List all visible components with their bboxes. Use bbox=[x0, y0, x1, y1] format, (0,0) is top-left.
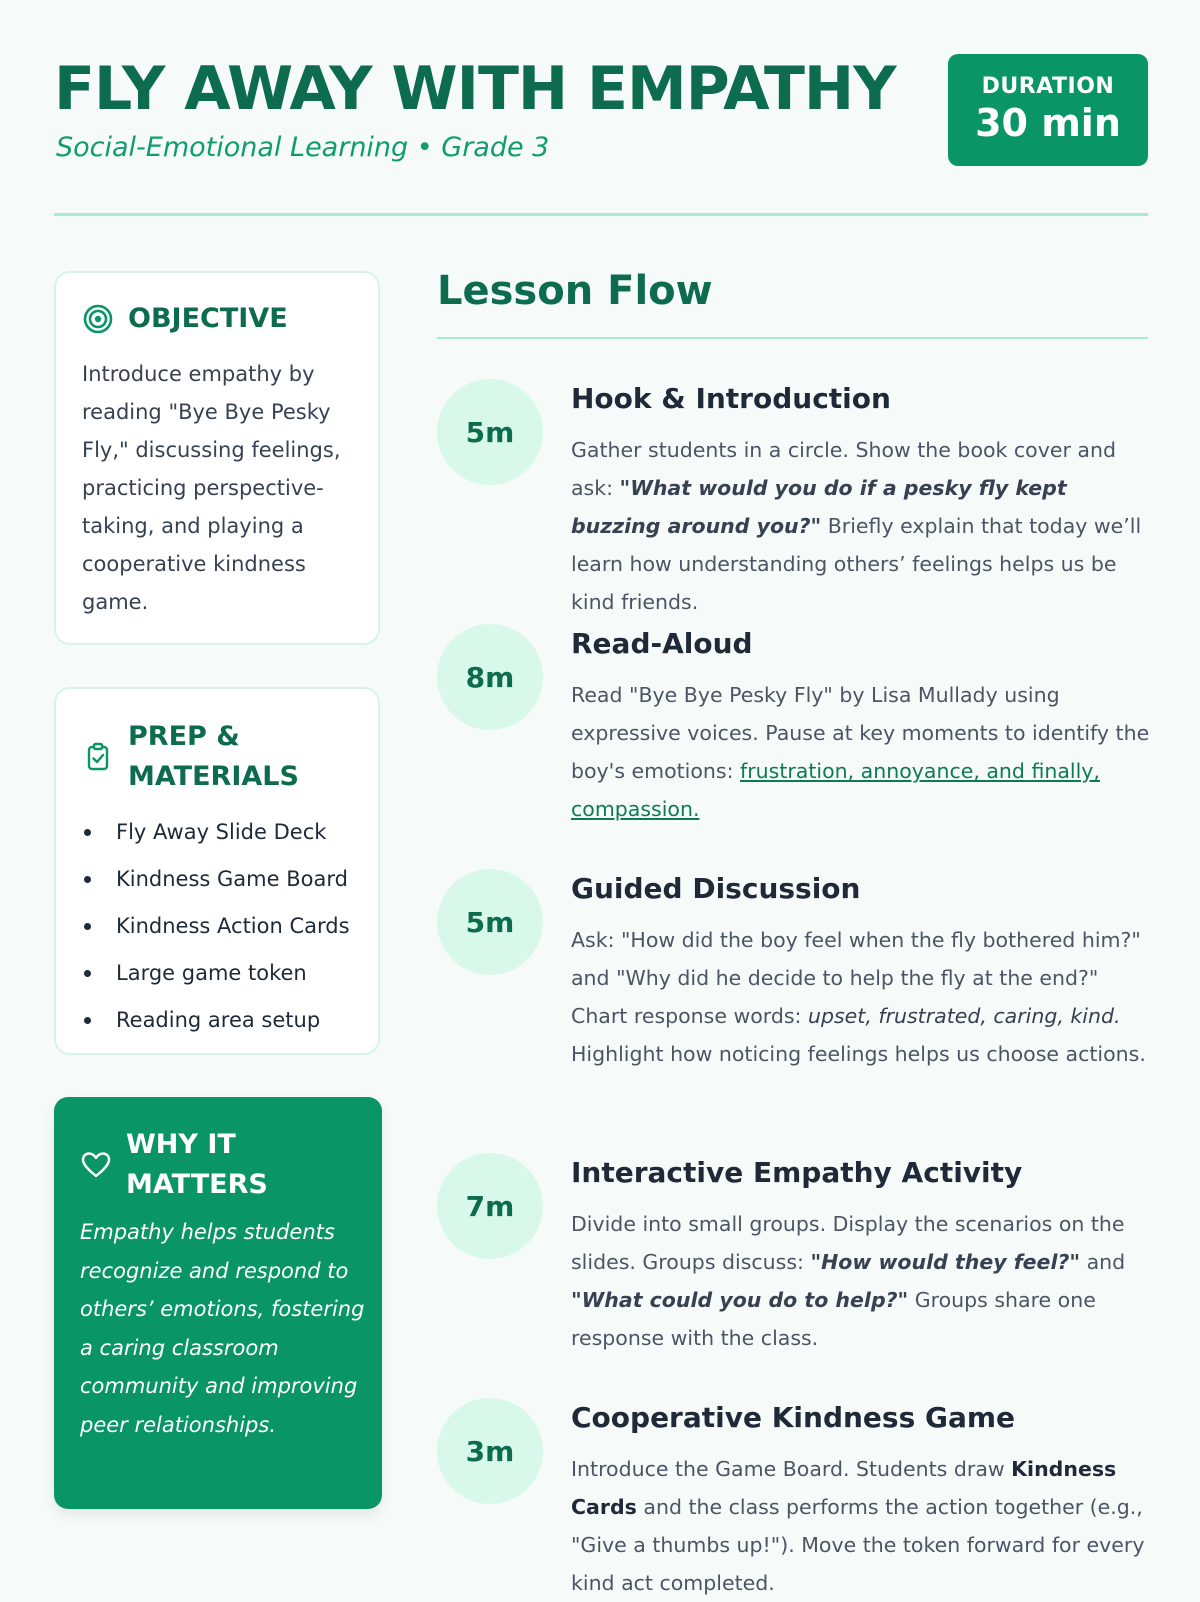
kindness-cards-term: Kindness Cards bbox=[571, 1457, 1117, 1519]
step-text-part: Read "Bye Bye Pesky Fly" by Lisa Mullady using expressive voices. Pause at key moments to identify the boy's emotions: bbox=[571, 683, 1150, 783]
clipboard-check-icon bbox=[82, 741, 114, 773]
step-title: Read-Aloud bbox=[571, 627, 753, 660]
step-text-part: Groups share one response with the class. bbox=[571, 1288, 1096, 1350]
materials-list bbox=[82, 809, 372, 1044]
step-text-part: Ask: "How did the boy feel when the fly bothered him?" and "Why did he decide to help the fly at the end?" Chart response words: bbox=[571, 928, 1141, 1028]
step-time-badge: 5m bbox=[437, 379, 543, 485]
step-text-part: Briefly explain that today we’ll learn how understanding others’ feelings helps us be kind friends. bbox=[571, 514, 1142, 614]
page-title: FLY AWAY WITH EMPATHY bbox=[54, 54, 896, 124]
objective-text: Introduce empathy by reading "Bye Bye Pesky Fly," discussing feelings, practicing perspective-taking, and playing a cooperative kindness game. bbox=[82, 362, 341, 614]
step-time-badge: 7m bbox=[437, 1153, 543, 1259]
lesson-flow-divider bbox=[437, 337, 1148, 339]
step-title: Guided Discussion bbox=[571, 872, 861, 905]
why-header bbox=[80, 1125, 370, 1205]
target-icon bbox=[82, 303, 114, 335]
step-quote: "How would they feel?" bbox=[810, 1250, 1081, 1274]
step-text-part: Divide into small groups. Display the scenarios on the slides. Groups discuss: bbox=[571, 1212, 1125, 1274]
objective-card bbox=[54, 271, 380, 645]
emotions-highlight: frustration, annoyance, and finally, compassion. bbox=[571, 759, 1100, 821]
step-text-part: and bbox=[1080, 1250, 1126, 1274]
materials-header bbox=[82, 717, 362, 797]
page-header bbox=[54, 50, 1148, 170]
step-text-part: Highlight how noticing feelings helps us choose actions. bbox=[571, 1042, 1146, 1066]
step-time-badge: 5m bbox=[437, 869, 543, 975]
heart-icon bbox=[80, 1149, 112, 1181]
step-description bbox=[571, 676, 1156, 828]
response-words: upset, frustrated, caring, kind. bbox=[807, 1004, 1121, 1028]
why-title: WHY IT MATTERS bbox=[126, 1129, 268, 1200]
list-item: Kindness Action Cards bbox=[82, 903, 372, 950]
objective-title: OBJECTIVE bbox=[128, 303, 288, 334]
objective-header bbox=[82, 299, 288, 339]
header-divider bbox=[54, 213, 1148, 216]
step-quote: "What would you do if a pesky fly kept buzzing around you?" bbox=[571, 476, 1067, 538]
step-description bbox=[571, 1205, 1156, 1357]
step-title: Cooperative Kindness Game bbox=[571, 1401, 1016, 1434]
why-it-matters-card bbox=[54, 1097, 382, 1509]
step-description bbox=[571, 431, 1156, 621]
step-title: Hook & Introduction bbox=[571, 382, 891, 415]
duration-label: DURATION bbox=[981, 74, 1115, 99]
why-text: Empathy helps students recognize and respond to others’ emotions, fostering a caring classroom community and improving peer relationships. bbox=[80, 1220, 365, 1437]
duration-badge bbox=[948, 54, 1148, 166]
list-item: Fly Away Slide Deck bbox=[82, 809, 372, 856]
materials-card bbox=[54, 687, 380, 1055]
step-description bbox=[571, 921, 1156, 1073]
list-item: Kindness Game Board bbox=[82, 856, 372, 903]
materials-title: PREP & MATERIALS bbox=[128, 721, 299, 792]
duration-value: 30 min bbox=[975, 101, 1121, 145]
step-text-part: Gather students in a circle. Show the book cover and ask: bbox=[571, 438, 1116, 500]
step-quote: "What could you do to help?" bbox=[571, 1288, 909, 1312]
step-title: Interactive Empathy Activity bbox=[571, 1156, 1023, 1189]
step-text-part: and the class performs the action together (e.g., "Give a thumbs up!"). Move the token forward for every kind act completed. bbox=[571, 1495, 1145, 1595]
page-subtitle: Social-Emotional Learning • Grade 3 bbox=[56, 132, 550, 163]
list-item: Large game token bbox=[82, 950, 372, 997]
lesson-flow-title: Lesson Flow bbox=[437, 268, 713, 314]
step-description bbox=[571, 1450, 1156, 1602]
step-time-badge: 8m bbox=[437, 624, 543, 730]
step-time-badge: 3m bbox=[437, 1398, 543, 1504]
step-text-part: Introduce the Game Board. Students draw bbox=[571, 1457, 1012, 1481]
list-item: Reading area setup bbox=[82, 997, 372, 1044]
